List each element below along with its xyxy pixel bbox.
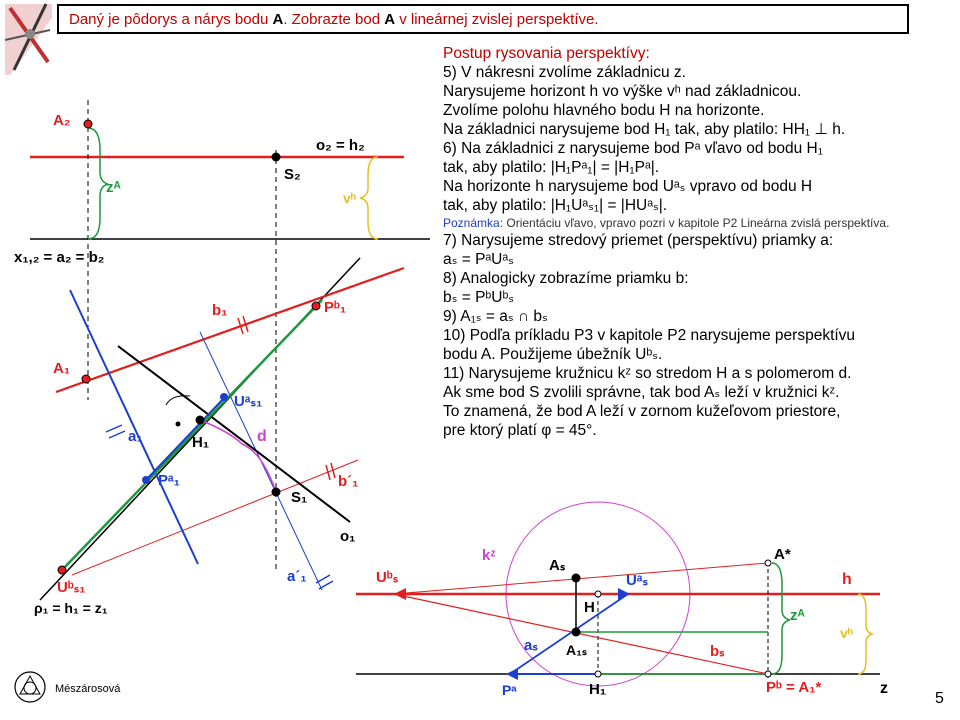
- label-bs: bₛ: [710, 643, 725, 660]
- bs-line: [394, 594, 768, 674]
- step-5-line-3: Zvolíme polohu hlavného bodu H na horizonte.: [443, 102, 765, 119]
- step-8-line-1: 8) Analogicky zobrazíme priamku b:: [443, 270, 689, 287]
- vh2-brace: [858, 594, 872, 674]
- right-angle-dot: [176, 422, 181, 427]
- label-S2: S₂: [284, 166, 301, 183]
- a1-line: [70, 290, 198, 564]
- label-H1b: H₁: [589, 681, 607, 698]
- step-9: 9) A₁ₛ = aₛ ∩ bₛ: [443, 308, 548, 325]
- note: [443, 215, 923, 231]
- author-name: Mészárosová: [55, 683, 121, 695]
- label-x12: x₁,₂ = a₂ = b₂: [14, 249, 105, 266]
- step-10-line-2: bodu A. Použijeme úbežník Uᵇₛ.: [443, 346, 663, 363]
- step-7-line-2: aₛ = PᵃUᵃₛ: [443, 251, 514, 268]
- aprime1-tick-2: [319, 581, 333, 589]
- label-d: d: [257, 428, 267, 445]
- step-11-line-1: 11) Narysujeme kružnicu kᶻ so stredom H a s polomerom d.: [443, 365, 852, 382]
- label-Pa1: Pᵃ₁: [158, 472, 180, 489]
- page-number: 5: [935, 690, 944, 707]
- point-H1: [196, 416, 205, 425]
- label-vh2: vʰ: [840, 625, 853, 641]
- procedure-text: [443, 44, 923, 440]
- point-Uas1: [220, 393, 228, 401]
- point-H1-base: [595, 671, 601, 677]
- task-title: Daný je pôdorys a nárys bodu A. Zobrazte bod A v lineárnej zvislej perspektíve.: [69, 11, 599, 28]
- label-h: h: [842, 571, 852, 588]
- point-S1: [272, 488, 281, 497]
- Uas-arrow-icon: [618, 588, 630, 600]
- step-6-line-3: Na horizonte h narysujeme bod Uᵃₛ vpravo od bodu H: [443, 178, 813, 195]
- point-Pb1: [312, 302, 320, 310]
- task-title-box: [57, 4, 909, 34]
- step-6-line-4: tak, aby platilo: |H₁Uᵃₛ₁| = |HUᵃₛ|.: [443, 197, 668, 214]
- label-a1: a₁: [128, 428, 143, 445]
- point-Astar: [765, 560, 771, 566]
- step-10-line-1: 10) Podľa príkladu P3 v kapitole P2 narysujeme perspektívu: [443, 327, 856, 344]
- zA2-brace: [772, 563, 790, 674]
- label-aprime1: a´₁: [287, 568, 307, 585]
- a-connector: [146, 396, 226, 480]
- point-Pb-A1star: [765, 671, 771, 677]
- author-logo-icon: [15, 672, 45, 702]
- label-Pb1: Pᵇ₁: [324, 299, 347, 316]
- point-A2: [84, 120, 92, 128]
- note-text: Orientáciu vľavo, vpravo pozri v kapitole P2 Lineárna zvislá perspektíva.: [506, 216, 890, 230]
- as-line: [510, 594, 628, 674]
- label-o2h2: o₂ = h₂: [316, 137, 365, 154]
- point-S2: [272, 153, 281, 162]
- label-Astar: A*: [774, 546, 791, 563]
- step-5-line-1: 5) V nákresni zvolíme základnicu z.: [443, 64, 686, 81]
- bprime1-line: [72, 460, 358, 575]
- point-Ubs1: [58, 566, 66, 574]
- point-A1s: [572, 628, 581, 637]
- procedure-heading: Postup rysovania perspektívy:: [443, 45, 650, 62]
- label-Uas1: Uᵃₛ₁: [234, 393, 263, 410]
- label-H: H: [584, 599, 595, 616]
- label-Ubs1: Uᵇₛ₁: [57, 579, 86, 596]
- note-label: Poznámka:: [443, 216, 504, 230]
- label-z: z: [880, 680, 888, 697]
- label-A1s: A₁ₛ: [566, 642, 588, 658]
- Pa-arrow-icon: [506, 668, 518, 680]
- step-7-line-1: 7) Narysujeme stredový priemet (perspektívu) priamky a:: [443, 232, 834, 249]
- compass-logo: [5, 4, 52, 75]
- step-8-line-2: bₛ = PᵇUᵇₛ: [443, 289, 515, 306]
- Ubs-to-Astar-line: [394, 563, 768, 594]
- label-b1: b₁: [212, 302, 228, 319]
- label-vh: vʰ: [343, 190, 356, 206]
- step-6-line-2: tak, aby platilo: |H₁Pᵃ₁| = |H₁Pᵃ|.: [443, 159, 660, 176]
- label-zA2: zᴬ: [790, 607, 805, 624]
- step-6-line-1: 6) Na základnici z narysujeme bod Pᵃ vľavo od bodu H₁: [443, 140, 823, 157]
- label-A2: A₂: [53, 112, 71, 129]
- point-As: [572, 574, 581, 583]
- step-11-line-2: Ak sme bod S zvolili správne, tak bod Aₛ leží v kružnici kᶻ.: [443, 384, 840, 401]
- a1-tick-1: [106, 425, 122, 432]
- label-S1: S₁: [291, 489, 308, 506]
- label-Ubs: Uᵇₛ: [376, 569, 399, 586]
- label-kz: kᶻ: [482, 547, 496, 564]
- o1-line: [118, 346, 350, 522]
- label-A1: A₁: [53, 360, 71, 377]
- label-rho1: ρ₁ = h₁ = z₁: [34, 600, 108, 616]
- label-Uas: Uᵃₛ: [626, 572, 649, 589]
- point-Pa1: [142, 476, 150, 484]
- label-bprime1: b´₁: [338, 473, 359, 490]
- step-5-line-4: Na základnici narysujeme bod H₁ tak, aby platilo: HH₁ ⊥ h.: [443, 121, 846, 138]
- label-As: Aₛ: [549, 557, 566, 574]
- label-o1: o₁: [340, 528, 356, 545]
- label-H1: H₁: [192, 434, 210, 451]
- zA-brace: [88, 128, 108, 239]
- label-PbA1: Pᵇ = A₁*: [766, 679, 822, 696]
- aprime1-tick-1: [316, 575, 330, 583]
- label-zA: zᴬ: [106, 179, 121, 196]
- step-11-line-4: pre ktorý platí φ = 45°.: [443, 422, 597, 439]
- Ubs-arrow-icon: [394, 588, 406, 600]
- label-as: aₛ: [524, 637, 538, 654]
- point-H: [595, 591, 601, 597]
- point-A1: [82, 375, 90, 383]
- a1-tick-2: [109, 431, 125, 438]
- step-5-line-2: Narysujeme horizont h vo výške vʰ nad základnicou.: [443, 83, 802, 100]
- vh-brace: [360, 157, 378, 239]
- label-Pa: Pᵃ: [502, 682, 517, 698]
- step-11-line-3: To znamená, že bod A leží v zornom kužeľovom priestore,: [443, 403, 841, 420]
